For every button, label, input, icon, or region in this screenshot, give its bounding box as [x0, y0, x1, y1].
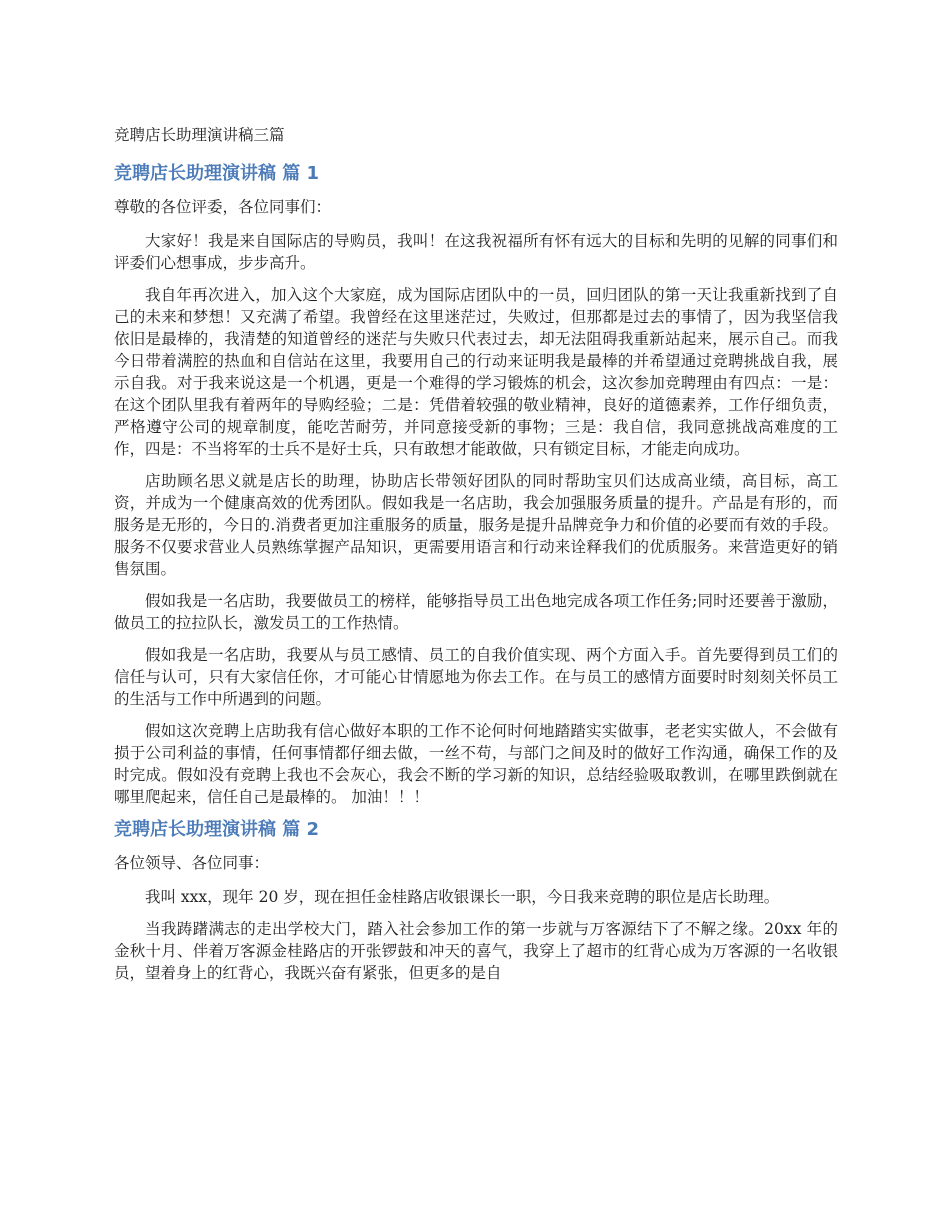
paragraph: 假如我是一名店助，我要做员工的榜样，能够指导员工出色地完成各项工作任务;同时还要善于激励，做员工的拉拉队长，激发员工的工作热情。 — [114, 592, 838, 632]
paragraph: 我叫 xxx，现年 20 岁，现在担任金桂路店收银课长一职，今日我来竞聘的职位是店长助理。 — [145, 888, 780, 906]
paragraph: 假如我是一名店助，我要从与员工感情、员工的自我价值实现、两个方面入手。首先要得到员工们的信任与认可，只有大家信任你，才可能心甘情愿地为你去工作。在与员工的感情方面要时时刻刻关怀员工的生活与工作中所遇到的问题。 — [114, 646, 838, 708]
salutation: 尊敬的各位评委，各位同事们： — [114, 198, 332, 216]
paragraph: 当我踌躇满志的走出学校大门，踏入社会参加工作的第一步就与万客源结下了不解之缘。20xx 年的金秋十月、伴着万客源金桂路店的开张锣鼓和冲天的喜气，我穿上了超市的红背心成为万客源的一名收银员，望着身上的红背心，我既兴奋有紧张，但更多的是自 — [114, 920, 838, 982]
section-heading: 竞聘店长助理演讲稿 篇 1 — [114, 163, 320, 184]
document-title: 竞聘店长助理演讲稿三篇 — [114, 126, 285, 144]
section-2 — [114, 818, 838, 984]
salutation: 各位领导、各位同事： — [114, 854, 270, 872]
paragraph: 假如这次竞聘上店助我有信心做好本职的工作不论何时何地踏踏实实做事，老老实实做人，不会做有损于公司利益的事情，任何事情都仔细去做，一丝不苟，与部门之间及时的做好工作沟通，确保工作的及时完成。假如没有竞聘上我也不会灰心，我会不断的学习新的知识，总结经验吸取教训，在哪里跌倒就在哪里爬起来，信任自己是最棒的。 加油！！！ — [114, 722, 838, 806]
section-heading: 竞聘店长助理演讲稿 篇 2 — [114, 819, 320, 840]
paragraph: 我自年再次进入，加入这个大家庭，成为国际店团队中的一员，回归团队的第一天让我重新找到了自己的未来和梦想！又充满了希望。我曾经在这里迷茫过，失败过，但那都是过去的事情了，因为我坚信我依旧是最棒的，我清楚的知道曾经的迷茫与失败只代表过去，却无法阻碍我重新站起来，展示自己。而我今日带着满腔的热血和自信站在这里，我要用自己的行动来证明我是最棒的并希望通过竞聘挑战自我，展示自我。对于我来说这是一个机遇，更是一个难得的学习锻炼的机会，这次参加竞聘理由有四点：一是：在这个团队里我有着两年的导购经验；二是：凭借着较强的敬业精神，良好的道德素养，工作仔细负责，严格遵守公司的规章制度，能吃苦耐劳，并同意接受新的事物；三是：我自信，我同意挑战高难度的工作，四是：不当将军的士兵不是好士兵，只有敢想才能敢做，只有锁定目标，才能走向成功。 — [114, 286, 838, 458]
document-page — [114, 124, 838, 994]
paragraph: 店助顾名思义就是店长的助理，协助店长带领好团队的同时帮助宝贝们达成高业绩，高目标，高工资，并成为一个健康高效的优秀团队。假如我是一名店助，我会加强服务质量的提升。产品是有形的，而服务是无形的，今日的.消费者更加注重服务的质量，服务是提升品牌竞争力和价值的必要而有效的手段。服务不仅要求营业人员熟练掌握产品知识，更需要用语言和行动来诠释我们的优质服务。来营造更好的销售氛围。 — [114, 472, 838, 578]
paragraph: 大家好！我是来自国际店的导购员，我叫！在这我祝福所有怀有远大的目标和先明的见解的同事们和评委们心想事成，步步高升。 — [114, 232, 838, 272]
section-1 — [114, 162, 838, 808]
